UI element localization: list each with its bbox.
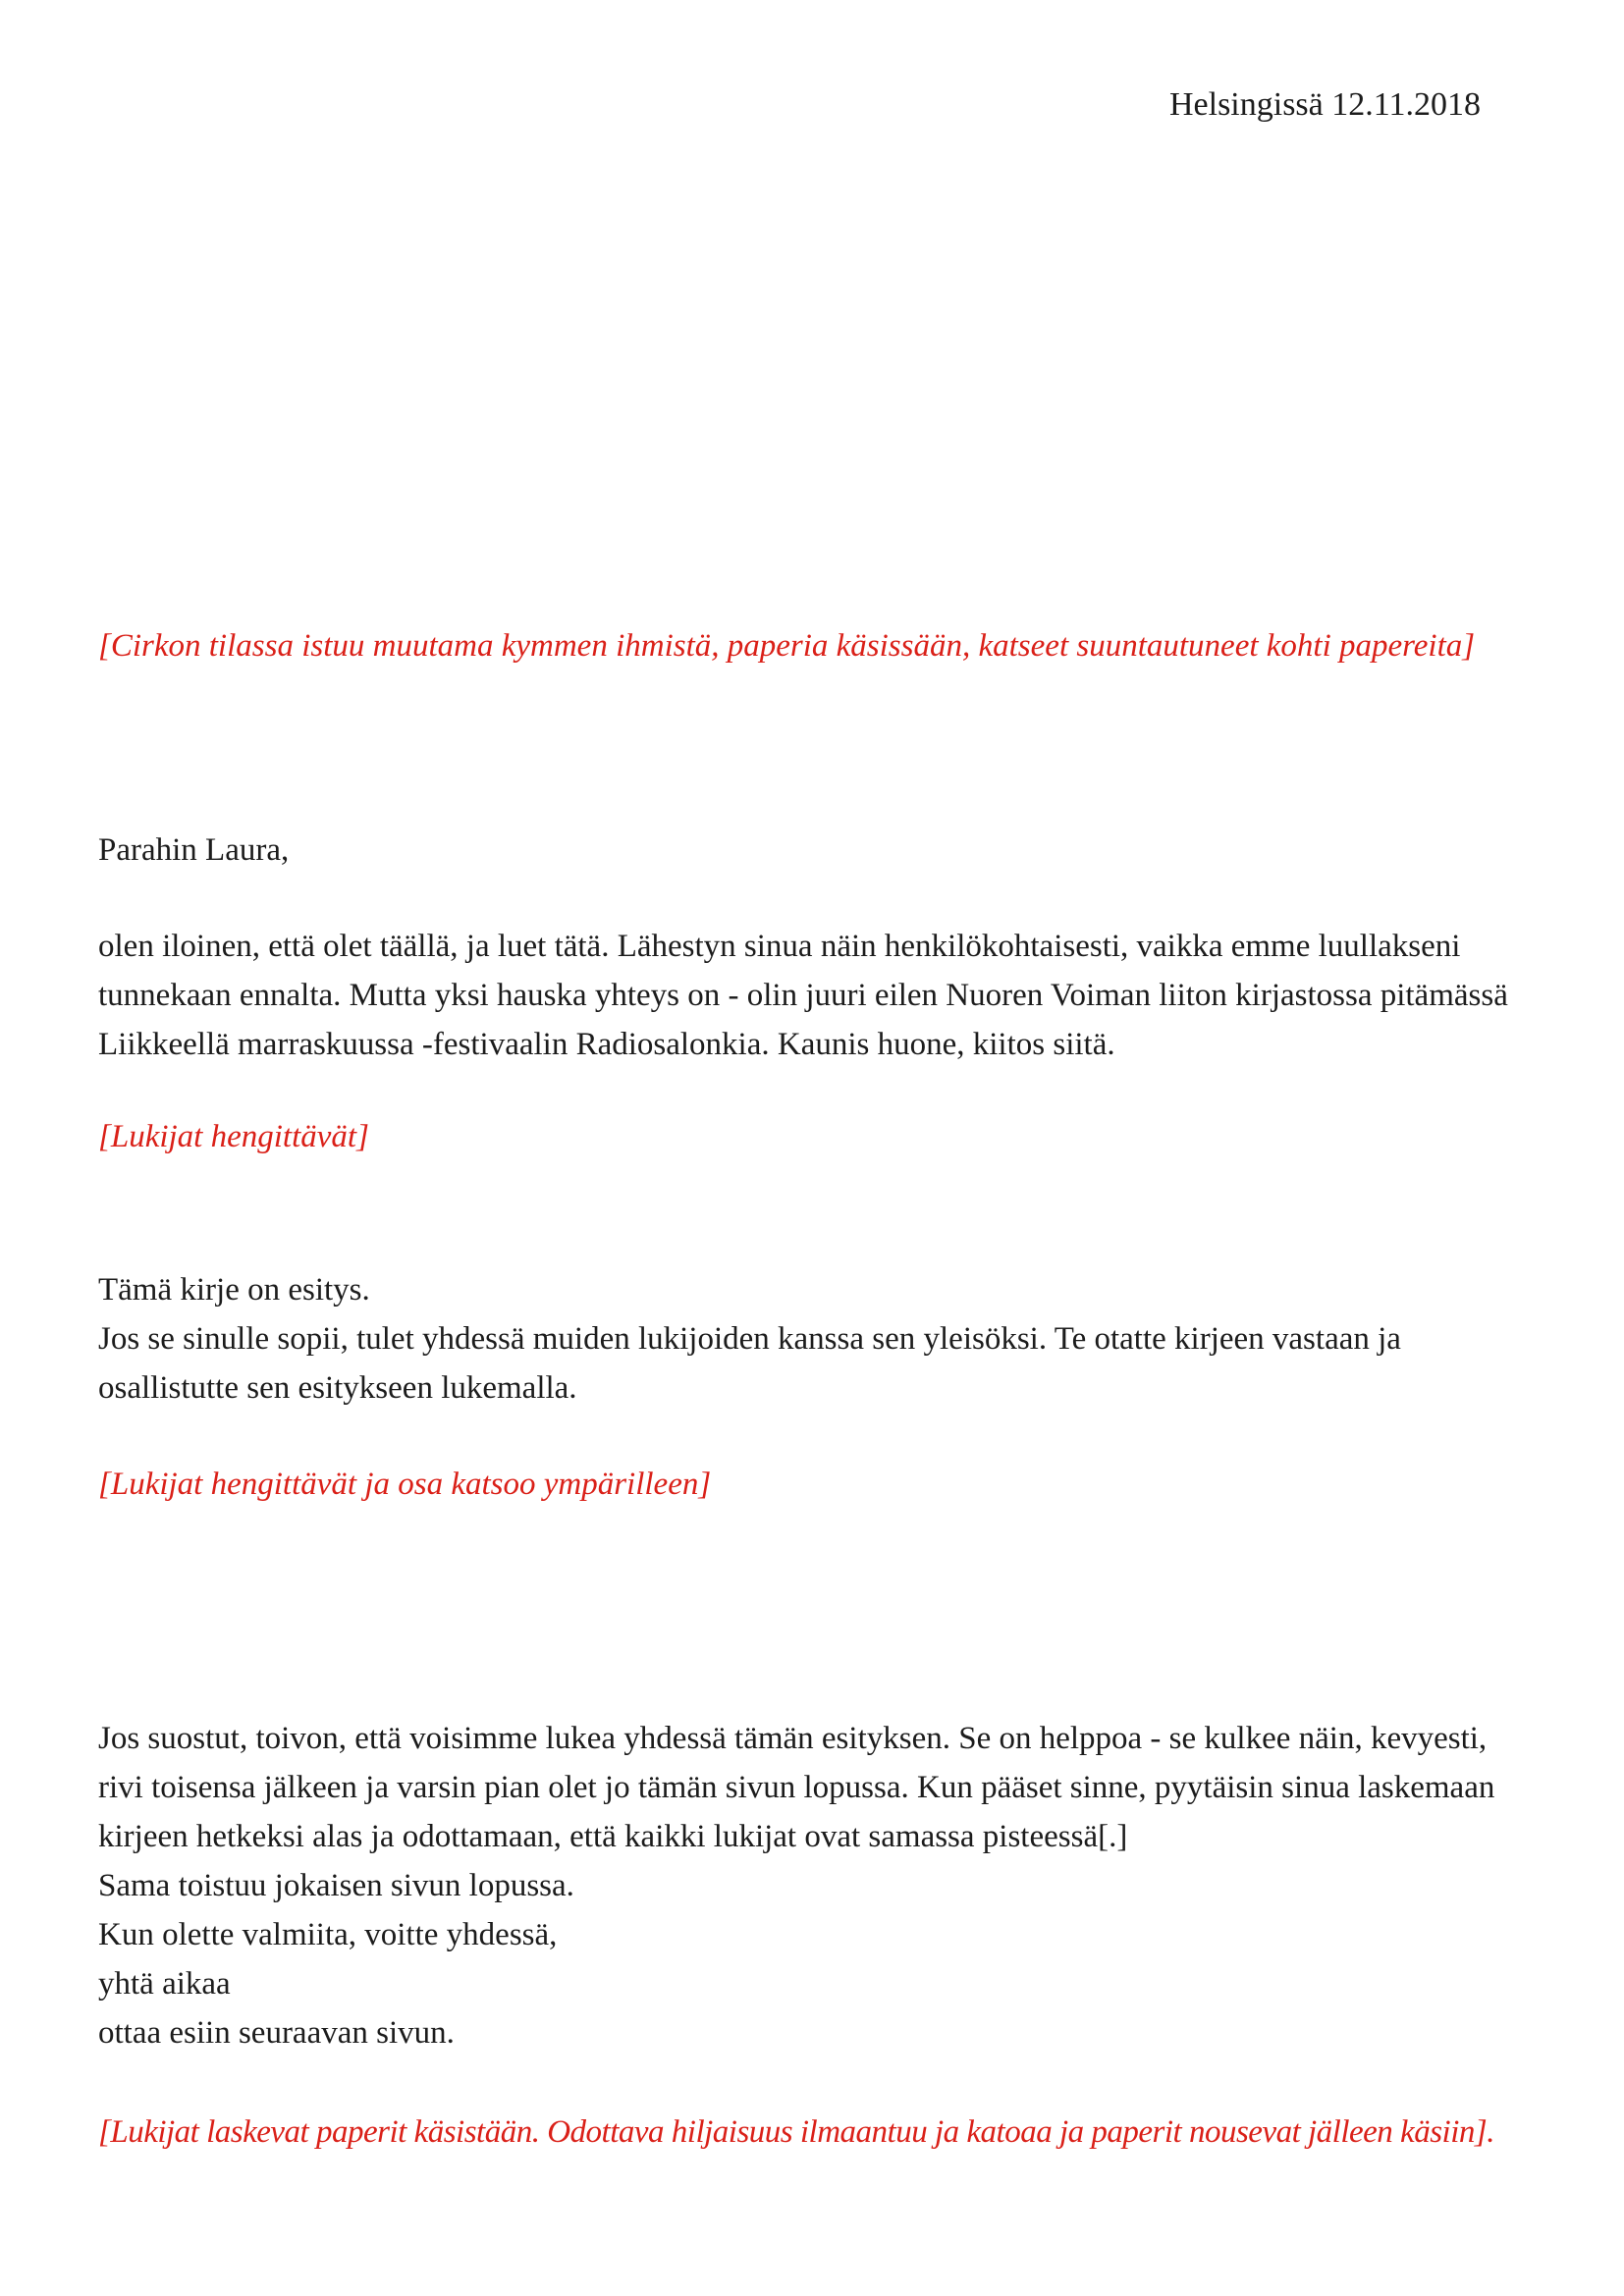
text-line: Tämä kirje on esitys. xyxy=(98,1272,370,1308)
paragraph-intro xyxy=(98,922,1565,1069)
stage-direction-breathe: [Lukijat hengittävät] xyxy=(98,1119,369,1154)
text-line: yhtä aikaa xyxy=(98,1966,231,2002)
text-line: olen iloinen, että olet täällä, ja luet tätä. Lähestyn sinua näin henkilökohtaisesti, vaikka emme luullakseni xyxy=(98,929,1461,964)
text-line: ottaa esiin seuraavan sivun. xyxy=(98,2015,455,2051)
text-line: Sama toistuu jokaisen sivun lopussa. xyxy=(98,1868,574,1903)
stage-direction-breathe-look: [Lukijat hengittävät ja osa katsoo ympärilleen] xyxy=(98,1467,712,1502)
text-line: rivi toisensa jälkeen ja varsin pian olet jo tämän sivun lopussa. Kun pääset sinne, pyytäisin sinua laskemaan xyxy=(98,1770,1495,1805)
text-line: osallistutte sen esitykseen lukemalla. xyxy=(98,1370,577,1406)
text-line: kirjeen hetkeksi alas ja odottamaan, että kaikki lukijat ovat samassa pisteessä[.] xyxy=(98,1819,1128,1854)
text-line: Jos suostut, toivon, että voisimme lukea yhdessä tämän esityksen. Se on helppoa - se kulkee näin, kevyesti, xyxy=(98,1721,1488,1756)
paragraph-instructions xyxy=(98,1714,1565,2057)
salutation-block xyxy=(98,826,1565,875)
salutation: Parahin Laura, xyxy=(98,832,290,868)
stage-direction-closing: [Lukijat laskevat paperit käsistään. Odottava hiljaisuus ilmaantuu ja katoaa ja paperit nousevat jälleen käsiin]. xyxy=(98,2114,1494,2150)
text-line: tunnekaan ennalta. Mutta yksi hauska yhteys on - olin juuri eilen Nuoren Voiman liiton kirjastossa pitämässä xyxy=(98,978,1508,1013)
stage-direction-opening: [Cirkon tilassa istuu muutama kymmen ihmistä, paperia käsissään, katseet suuntautuneet kohti papereita] xyxy=(98,628,1476,664)
paragraph-performance xyxy=(98,1265,1565,1413)
text-line: Kun olette valmiita, voitte yhdessä, xyxy=(98,1917,558,1952)
dateline: Helsingissä 12.11.2018 xyxy=(1168,86,1481,123)
text-line: Jos se sinulle sopii, tulet yhdessä muiden lukijoiden kanssa sen yleisöksi. Te otatte kirjeen vastaan ja xyxy=(98,1321,1401,1357)
text-line: Liikkeellä marraskuussa -festivaalin Radiosalonkia. Kaunis huone, kiitos siitä. xyxy=(98,1027,1115,1062)
